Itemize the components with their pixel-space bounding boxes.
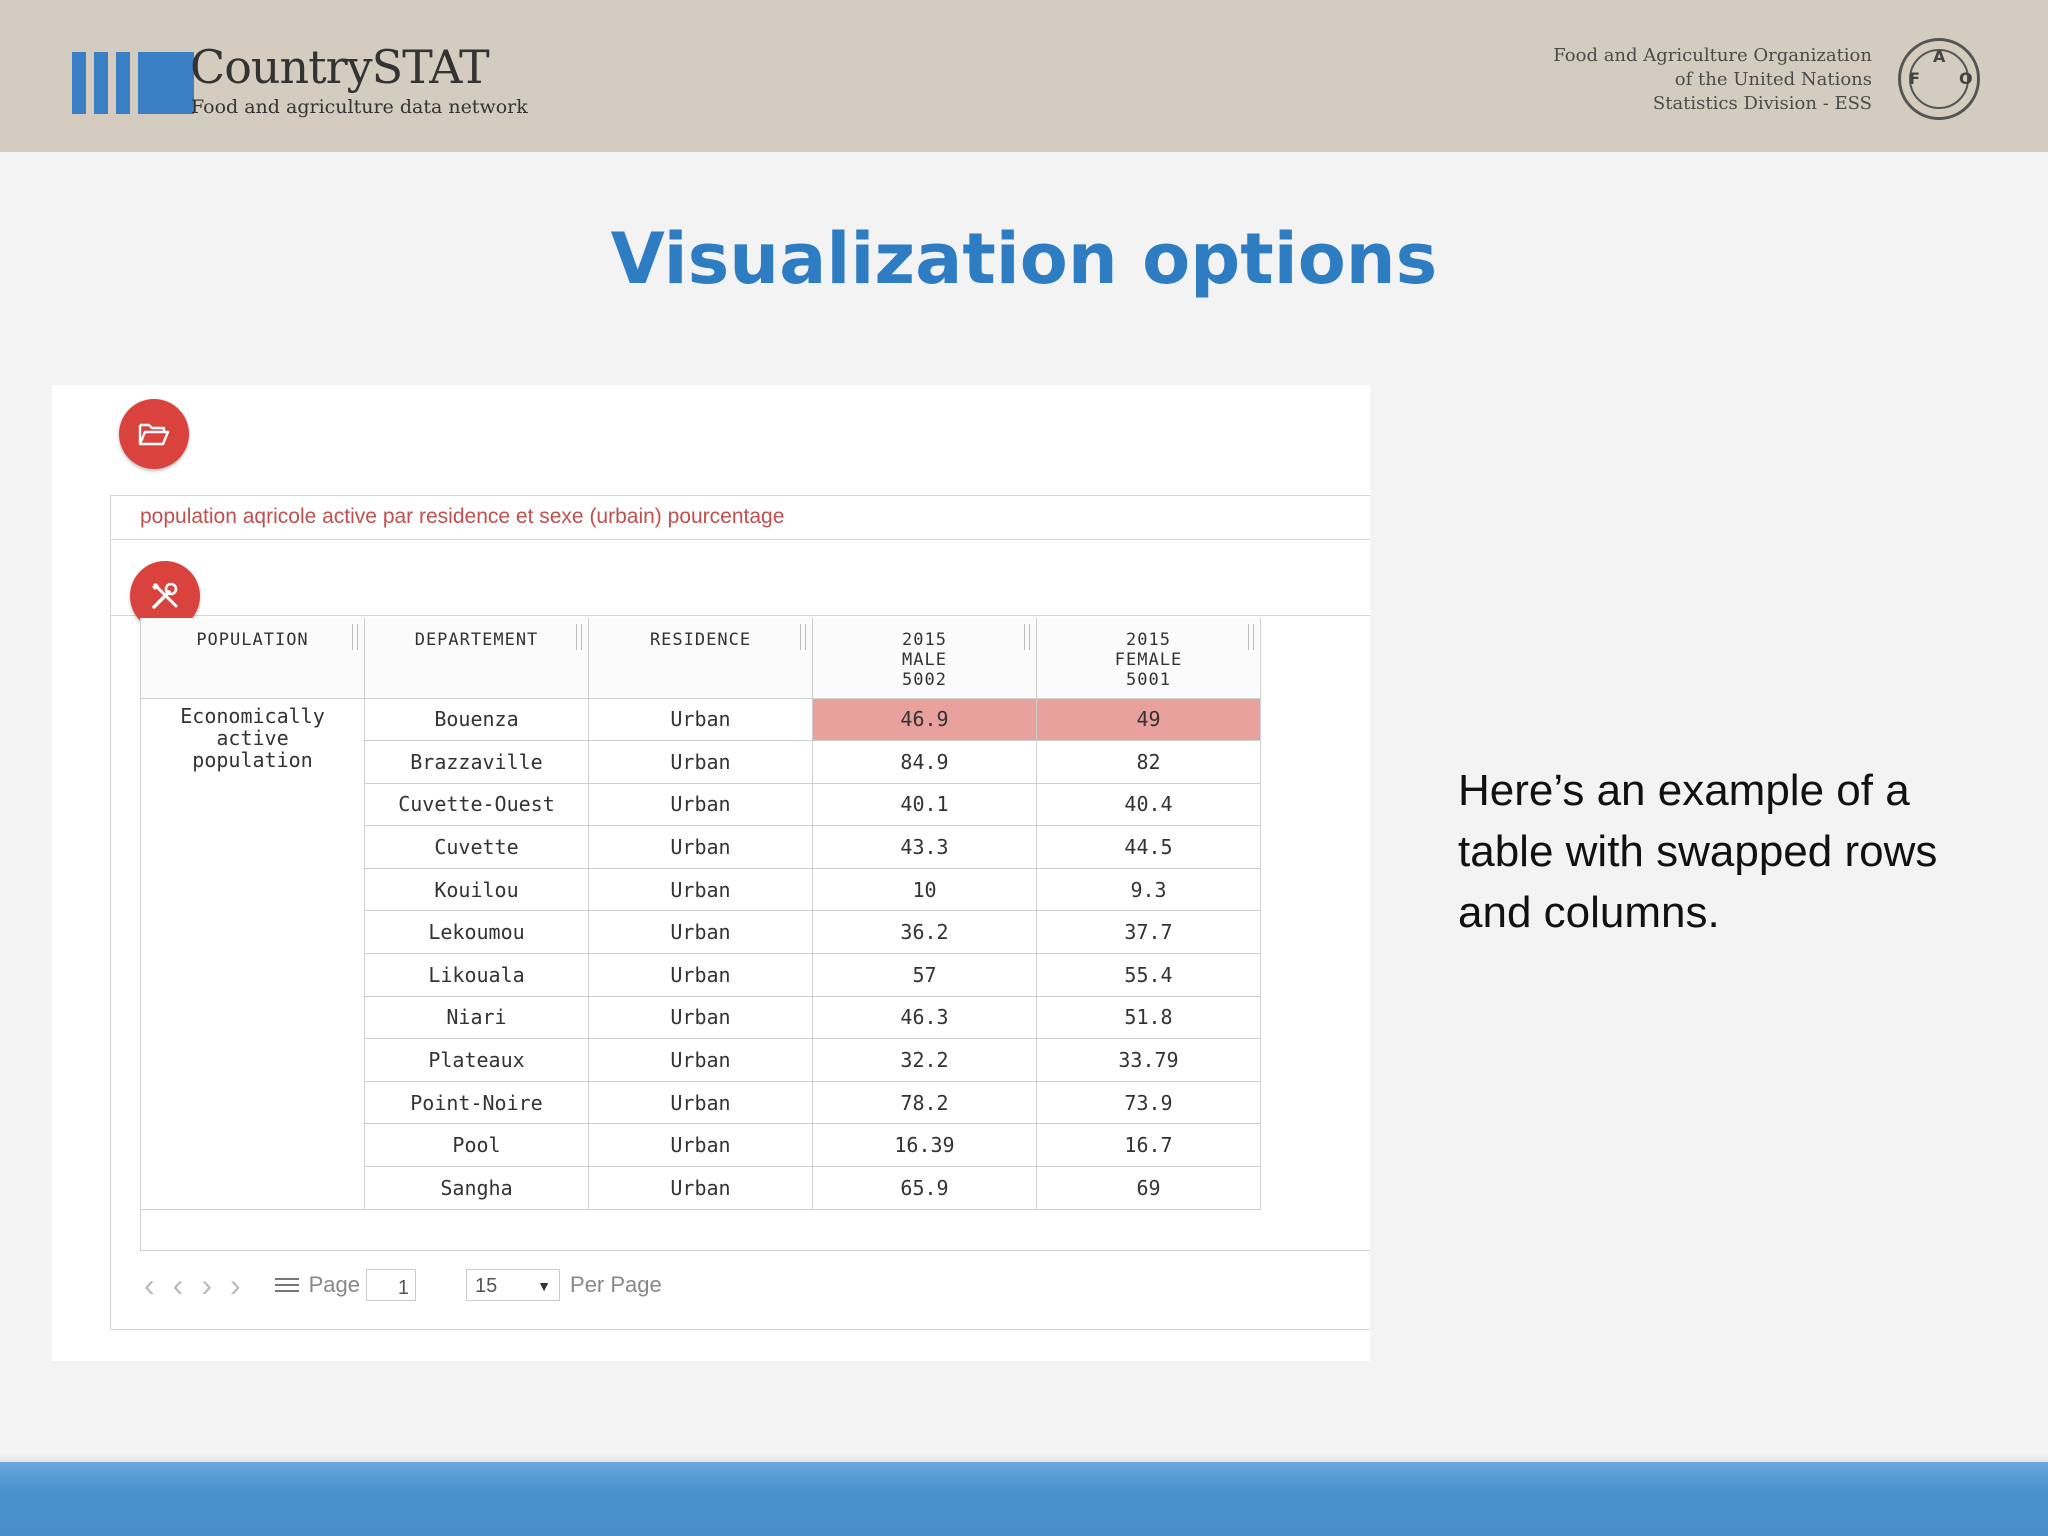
grid-footer-area xyxy=(140,1207,1370,1251)
male-cell: 40.1 xyxy=(813,783,1037,826)
first-page-icon[interactable]: ‹ xyxy=(144,1267,155,1303)
previous-page-icon[interactable]: ‹ xyxy=(172,1267,184,1303)
per-page-select[interactable] xyxy=(466,1269,560,1301)
folder-open-icon xyxy=(136,416,172,452)
countrystat-logo-icon xyxy=(72,52,194,114)
menu-icon[interactable] xyxy=(275,1274,299,1296)
departement-cell: Kouilou xyxy=(365,868,589,911)
data-grid xyxy=(140,618,1261,1210)
emblem-letter-a: A xyxy=(1933,47,1946,66)
female-cell: 40.4 xyxy=(1037,783,1261,826)
male-cell: 10 xyxy=(813,868,1037,911)
org-line-3: Statistics Division - ESS xyxy=(1652,93,1872,114)
male-cell: 46.9 xyxy=(813,698,1037,741)
logo-subtitle: Food and agriculture data network xyxy=(191,96,528,118)
column-resize-handle[interactable] xyxy=(576,624,582,650)
female-cell: 9.3 xyxy=(1037,868,1261,911)
column-header-label: MALE xyxy=(902,650,947,670)
residence-cell: Urban xyxy=(589,954,813,997)
column-resize-handle[interactable] xyxy=(1248,624,1254,650)
departement-cell: Lekoumou xyxy=(365,911,589,954)
female-cell: 49 xyxy=(1037,698,1261,741)
footer-shadow xyxy=(0,1454,2048,1462)
page-number-input[interactable]: 1 xyxy=(366,1269,416,1301)
emblem-letter-f: F xyxy=(1909,69,1920,88)
female-cell: 51.8 xyxy=(1037,996,1261,1039)
next-page-icon[interactable]: › xyxy=(201,1267,212,1303)
logo-title: CountrySTAT xyxy=(190,40,489,94)
residence-cell: Urban xyxy=(589,698,813,741)
column-header-label: RESIDENCE xyxy=(649,630,752,650)
female-cell: 33.79 xyxy=(1037,1039,1261,1082)
female-cell: 55.4 xyxy=(1037,954,1261,997)
column-resize-handle[interactable] xyxy=(800,624,806,650)
dataset-title: population aqricole active par residence et sexe (urbain) pourcentage xyxy=(140,505,785,528)
departement-cell: Cuvette-Ouest xyxy=(365,783,589,826)
divider xyxy=(110,615,1370,616)
column-header[interactable] xyxy=(813,618,1037,698)
residence-cell: Urban xyxy=(589,1124,813,1167)
column-header-label: FEMALE xyxy=(1114,650,1183,670)
male-cell: 84.9 xyxy=(813,741,1037,784)
male-cell: 16.39 xyxy=(813,1124,1037,1167)
departement-cell: Bouenza xyxy=(365,698,589,741)
residence-cell: Urban xyxy=(589,1039,813,1082)
female-cell: 82 xyxy=(1037,741,1261,784)
slide-title: Visualization options xyxy=(610,218,1438,300)
female-cell: 16.7 xyxy=(1037,1124,1261,1167)
page-label: Page xyxy=(308,1272,361,1297)
male-cell: 46.3 xyxy=(813,996,1037,1039)
organization-name xyxy=(1553,44,1872,116)
org-line-1: Food and Agriculture Organization xyxy=(1553,45,1872,66)
org-line-2: of the United Nations xyxy=(1674,69,1872,90)
residence-cell: Urban xyxy=(589,783,813,826)
pagination-bar xyxy=(144,1265,662,1305)
female-cell: 69 xyxy=(1037,1167,1261,1210)
male-cell: 78.2 xyxy=(813,1081,1037,1124)
departement-cell: Pool xyxy=(365,1124,589,1167)
male-cell: 57 xyxy=(813,954,1037,997)
last-page-icon[interactable]: › xyxy=(229,1267,241,1303)
departement-cell: Niari xyxy=(365,996,589,1039)
column-header[interactable] xyxy=(141,618,365,698)
departement-cell: Point-Noire xyxy=(365,1081,589,1124)
male-cell: 65.9 xyxy=(813,1167,1037,1210)
residence-cell: Urban xyxy=(589,826,813,869)
residence-cell: Urban xyxy=(589,868,813,911)
female-cell: 73.9 xyxy=(1037,1081,1261,1124)
departement-cell: Brazzaville xyxy=(365,741,589,784)
emblem-letter-o: O xyxy=(1959,69,1973,88)
header-band xyxy=(0,0,2048,152)
column-resize-handle[interactable] xyxy=(352,624,358,650)
departement-cell: Likouala xyxy=(365,954,589,997)
column-header[interactable] xyxy=(589,618,813,698)
column-header-label: 5001 xyxy=(1126,670,1171,690)
departement-cell: Sangha xyxy=(365,1167,589,1210)
residence-cell: Urban xyxy=(589,741,813,784)
residence-cell: Urban xyxy=(589,996,813,1039)
column-header-label: 2015 xyxy=(902,630,947,650)
residence-cell: Urban xyxy=(589,1081,813,1124)
residence-cell: Urban xyxy=(589,911,813,954)
footer-band xyxy=(0,1462,2048,1536)
female-cell: 37.7 xyxy=(1037,911,1261,954)
male-cell: 32.2 xyxy=(813,1039,1037,1082)
dropdown-caret-icon: ▼ xyxy=(537,1278,552,1294)
tools-icon xyxy=(147,578,183,614)
column-header[interactable] xyxy=(1037,618,1261,698)
column-header-label: 5002 xyxy=(902,670,947,690)
male-cell: 43.3 xyxy=(813,826,1037,869)
population-cell: Economically active population xyxy=(141,698,365,1209)
female-cell: 44.5 xyxy=(1037,826,1261,869)
departement-cell: Cuvette xyxy=(365,826,589,869)
column-header-label: DEPARTEMENT xyxy=(414,630,539,650)
column-header-label: POPULATION xyxy=(196,630,309,650)
header-row xyxy=(141,618,1261,698)
departement-cell: Plateaux xyxy=(365,1039,589,1082)
caption-text: Here’s an example of a table with swapped rows and columns. xyxy=(1458,766,1938,937)
column-header[interactable] xyxy=(365,618,589,698)
fao-emblem-icon xyxy=(1898,38,1980,120)
open-file-button[interactable] xyxy=(119,399,189,469)
grid-body xyxy=(141,698,1261,1209)
column-resize-handle[interactable] xyxy=(1024,624,1030,650)
divider xyxy=(110,539,1370,540)
per-page-label: Per Page xyxy=(570,1272,662,1297)
per-page-value: 15 xyxy=(475,1275,498,1297)
screenshot-panel xyxy=(52,385,1370,1361)
table-row xyxy=(141,698,1261,741)
column-header-label: 2015 xyxy=(1126,630,1171,650)
male-cell: 36.2 xyxy=(813,911,1037,954)
residence-cell: Urban xyxy=(589,1167,813,1210)
